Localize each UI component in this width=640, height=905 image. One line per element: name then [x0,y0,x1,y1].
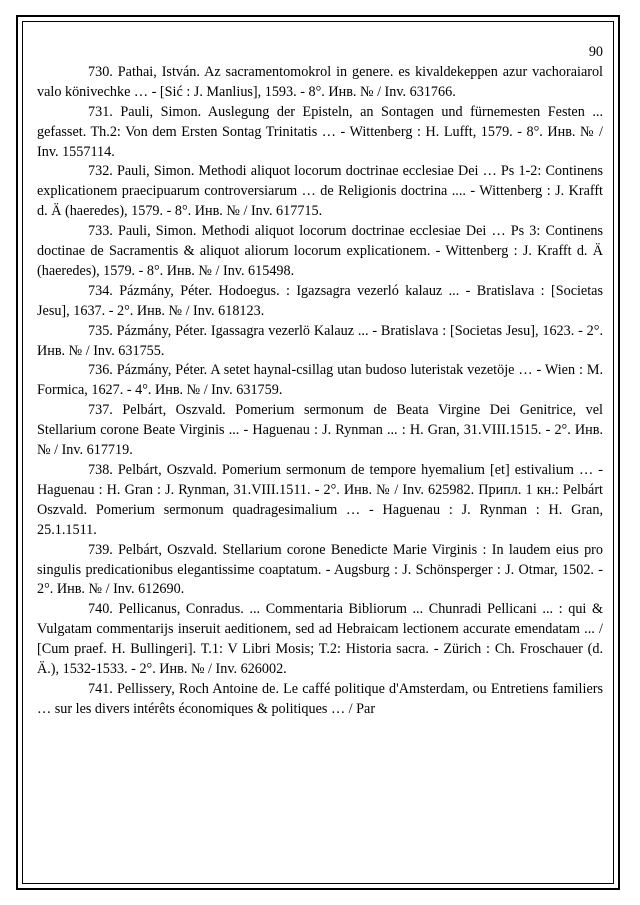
catalog-entry-736: 736. Pázmány, Péter. A setet haynal-csillag utan budoso luteristak vezetöje … - Wien : M. Formica, 1627. - 4°. Инв. № / Inv. 631759. [37,362,603,399]
catalog-entry-739: 739. Pelbárt, Oszvald. Stellarium corone Benedicte Marie Virginis : In laudem eius pro singulis predicationibus elegantissime coaptatum. - Augsburg : J. Schönsperger : J. Otmar, 1502. - 2°. Инв. № / Inv. 612690. [37,541,603,598]
catalog-entry-735: 735. Pázmány, Péter. Igassagra vezerlö Kalauz ... - Bratislava : [Societas Jesu], 1623. - 2°. Инв. № / Inv. 631755. [37,322,603,359]
page-content [37,43,603,720]
catalog-entry-731: 731. Pauli, Simon. Auslegung der Episteln, an Sontagen und fürnemesten Festen ... gefasset. Th.2: Von dem Ersten Sontag Trinitatis … - Wittenberg : H. Lufft, 1579. - 8°. Инв. № / Inv. 1557114. [37,103,603,160]
page-number: 90 [588,44,603,60]
catalog-entry-740: 740. Pellicanus, Conradus. ... Commentaria Bibliorum ... Chunradi Pellicani ... : qui & Vulgatam commentarijs inseruit aeditionem, sed ad Hebraicam lectionem accurate emendatam ... / [Cum praef. H. Bullingeri]. T.1: V Libri Mosis; T.2: Historia sacra. - Zürich : Ch. Froschauer (d. Ä.), 1532-1533. - 2°. Инв. № / Inv. 626002. [37,601,603,678]
catalog-entry-732: 732. Pauli, Simon. Methodi aliquot locorum doctrinae ecclesiae Dei … Ps 1-2: Continens explicationem praecipuarum controversiarum … de Religionis doctrina .... - Wittenberg : J. Krafft d. Ä (haeredes), 1579. - 8°. Инв. № / Inv. 617715. [37,163,603,220]
catalog-entry-741: 741. Pellissery, Roch Antoine de. Le caffé politique d'Amsterdam, ou Entretiens familiers … sur les divers intérêts économiques & politiques … / Par [37,680,603,717]
catalog-entry-734: 734. Pázmány, Péter. Hodoegus. : Igazsagra vezerló kalauz ... - Bratislava : [Societas Jesu], 1637. - 2°. Инв. № / Inv. 618123. [37,282,603,319]
catalog-entry-737: 737. Pelbárt, Oszvald. Pomerium sermonum de Beata Virgine Dei Genitrice, vel Stellarium corone Beate Virginis ... - Haguenau : J. Rynman ... : H. Gran, 31.VIII.1515. - 2°. Инв. № / Inv. 617719. [37,402,603,459]
catalog-entry-738: 738. Pelbárt, Oszvald. Pomerium sermonum de tempore hyemalium [et] estivalium … - Haguenau : H. Gran : J. Rynman, 31.VIII.1511. - 2°. Инв. № / Inv. 625982. Припл. 1 кн.: Pelbárt Oszvald. Pomerium sermonum quadragesimalium … - Haguenau : J. Rynman : H. Gran, 25.1.1511. [37,462,603,538]
catalog-entry-730: 730. Pathai, István. Az sacramentomokrol in genere. es kivaldekeppen azur vachoraiarol valo könivechke … - [Sić : J. Manlius], 1593. - 8°. Инв. № / Inv. 631766. [37,63,603,100]
catalog-entry-733: 733. Pauli, Simon. Methodi aliquot locorum doctrinae ecclesiae Dei … Ps 3: Continens doctinae de Sacramentis & aliquot aliorum locorum explicationem. - Wittenberg : J. Krafft d. Ä (haeredes), 1579. - 8°. Инв. № / Inv. 615498. [37,223,603,279]
